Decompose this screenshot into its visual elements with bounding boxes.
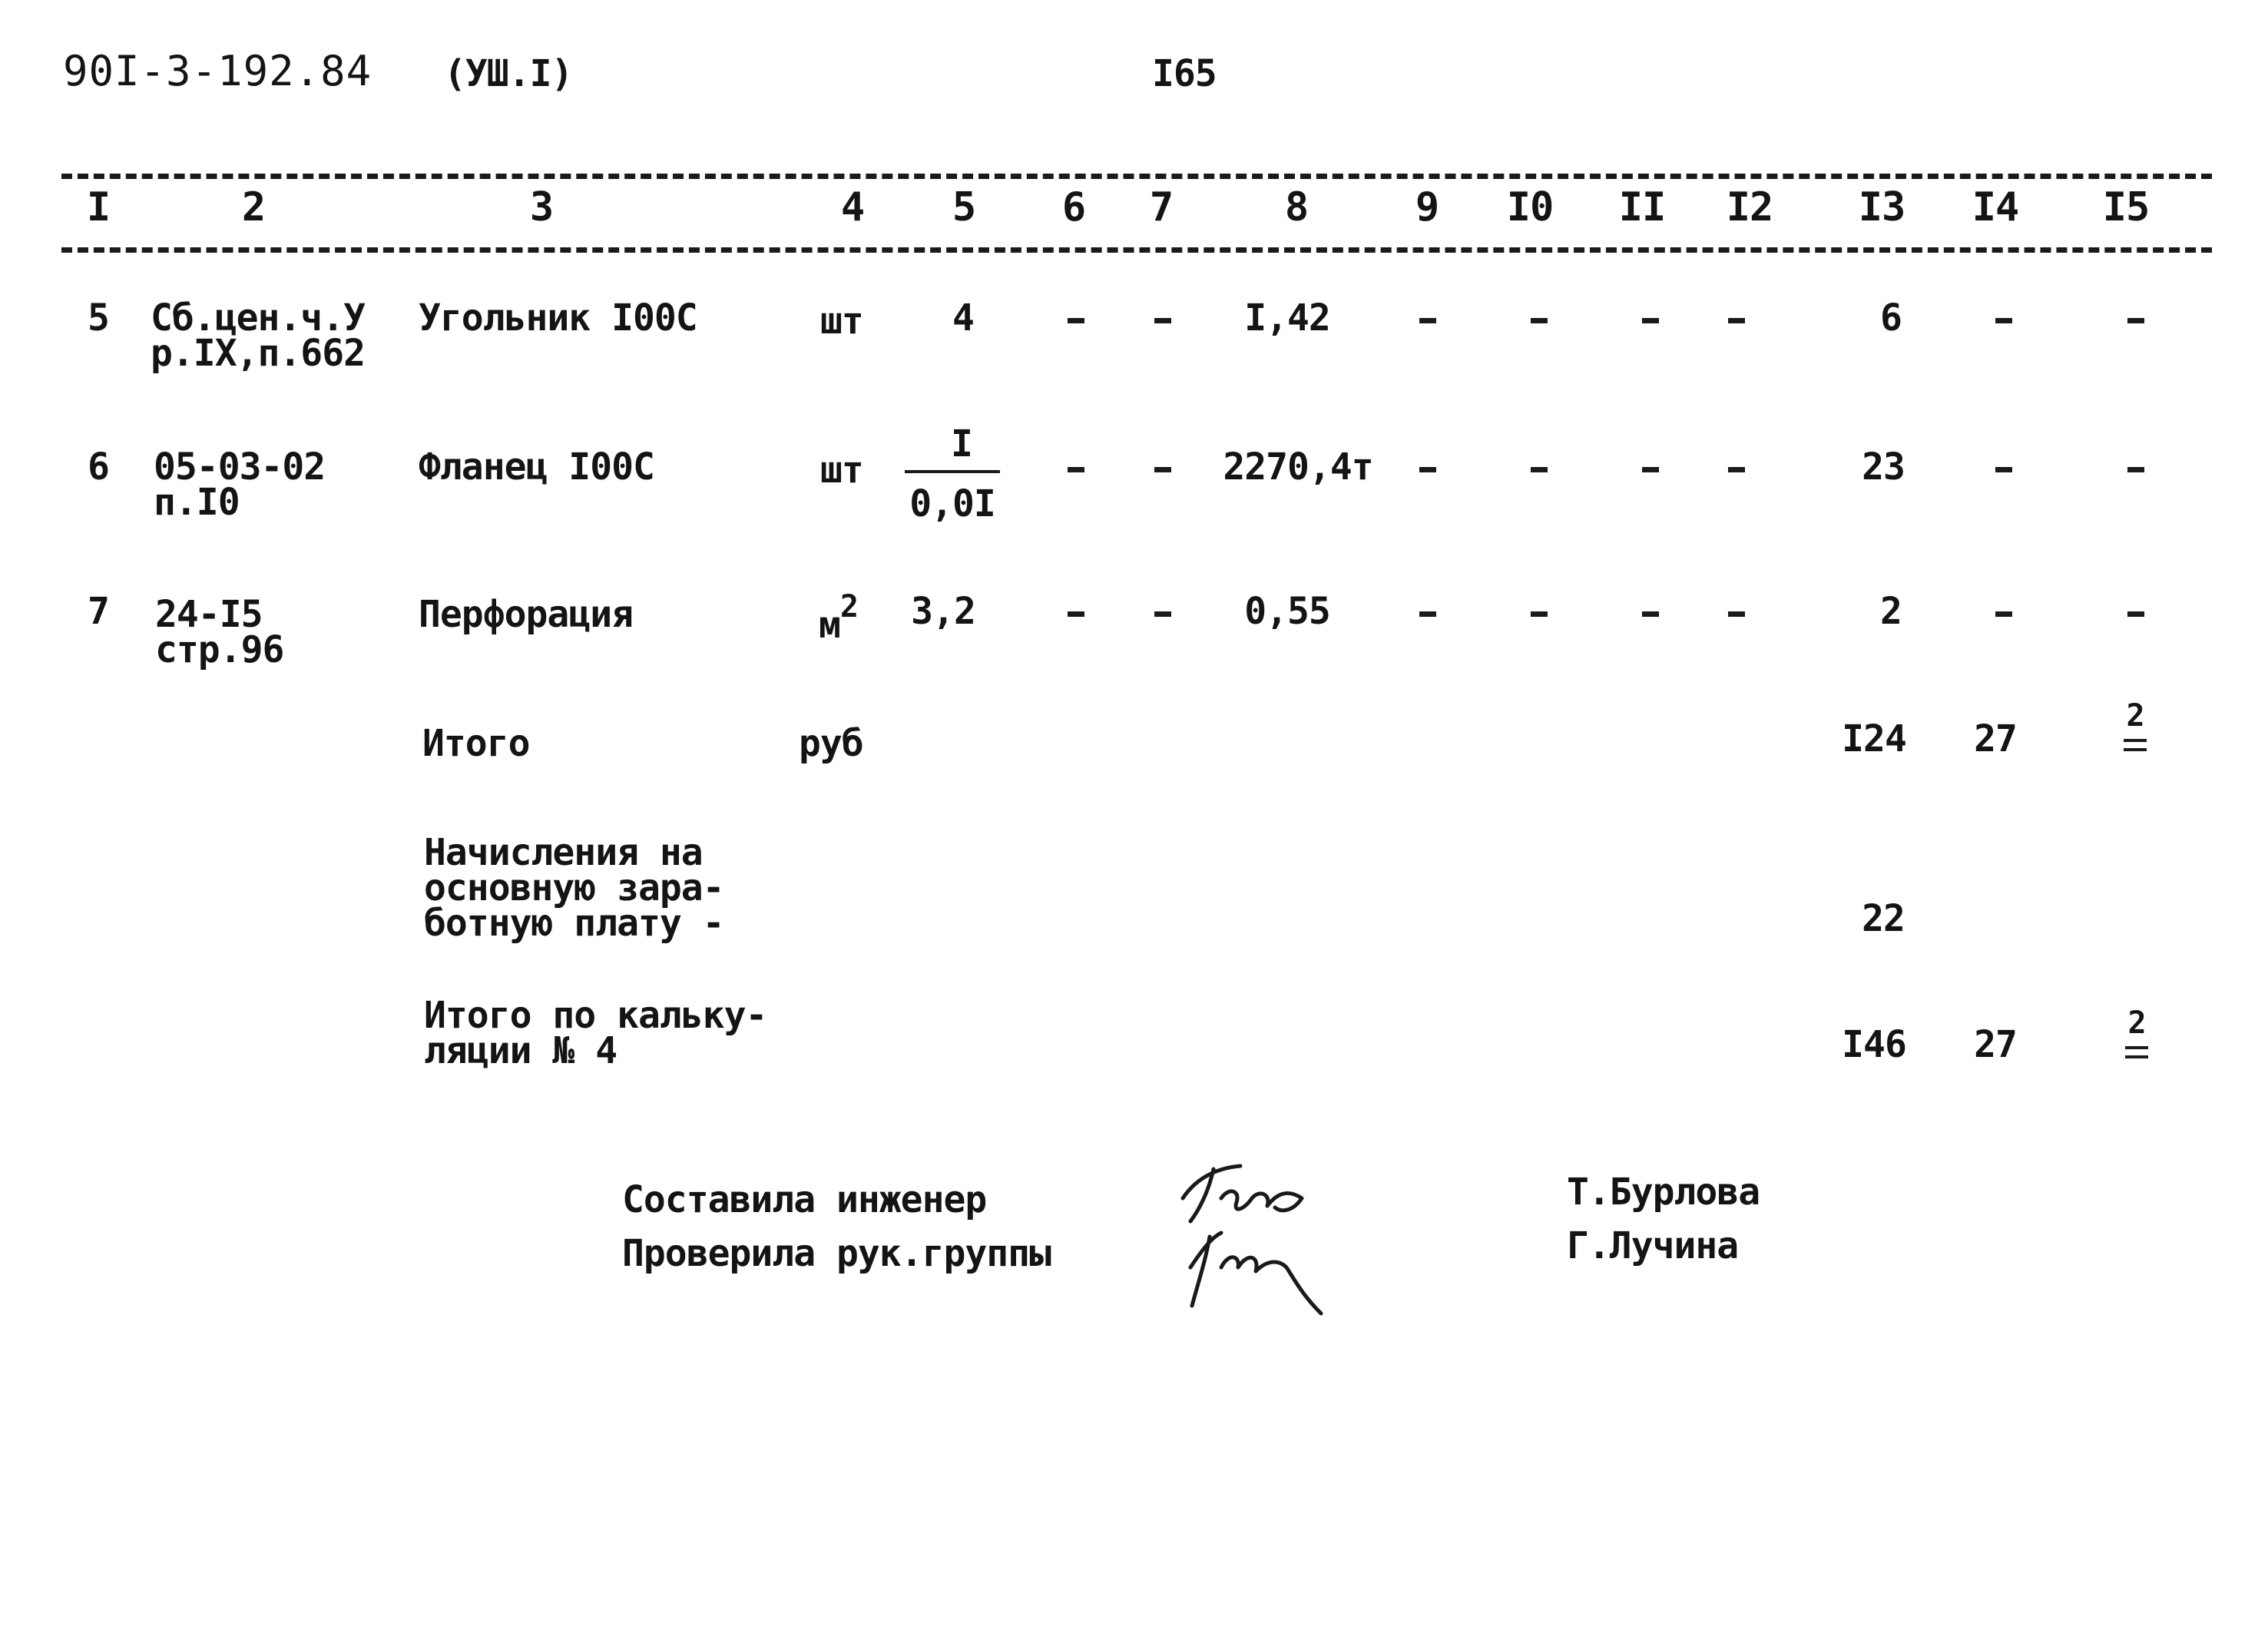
column-13-value: 23 <box>1862 446 1905 489</box>
empty-dash <box>1154 318 1171 323</box>
calculation-total-column-15: 2 <box>2127 1005 2146 1041</box>
empty-dash <box>1642 467 1659 472</box>
price-reference: п.I0 <box>154 481 240 524</box>
column-header: 4 <box>840 184 865 230</box>
empty-dash <box>1995 611 2012 617</box>
unit-exponent: 2 <box>839 589 858 624</box>
column-header: I <box>86 184 111 230</box>
column-header: II <box>1618 184 1666 230</box>
subtotal-label: Итого <box>422 722 530 765</box>
empty-dash <box>1068 467 1084 472</box>
column-header: 9 <box>1415 184 1439 230</box>
calculation-total-label: ляции № 4 <box>424 1029 617 1072</box>
unit <box>819 589 858 647</box>
unit-symbol: м <box>819 604 840 647</box>
header-bottom-rule <box>61 247 2212 253</box>
page-number: I65 <box>1152 52 1217 95</box>
double-underline <box>2125 1055 2148 1058</box>
empty-dash <box>1728 318 1745 323</box>
accruals-label: основную зара- <box>424 866 724 909</box>
composed-by-name: Т.Бурлова <box>1567 1171 1760 1214</box>
section-label: (УШ.I) <box>444 52 573 95</box>
calculation-total-label: Итого по кальку- <box>424 994 767 1037</box>
accruals-label: Начисления на <box>424 831 703 874</box>
item-name: Перфорация <box>419 593 633 636</box>
price-reference: 05-03-02 <box>154 446 326 489</box>
unit: шт <box>820 449 863 492</box>
accruals-label: ботную плату - <box>424 902 724 945</box>
column-header: 3 <box>529 184 554 230</box>
column-8-value: I,42 <box>1244 296 1330 340</box>
empty-dash <box>1531 318 1548 323</box>
price-reference: стр.96 <box>155 628 284 671</box>
empty-dash <box>1995 467 2012 472</box>
empty-dash <box>1531 467 1548 472</box>
column-13-value: 2 <box>1880 590 1902 633</box>
empty-dash <box>1154 467 1171 472</box>
quantity-numerator: I <box>951 422 972 465</box>
composed-by-label: Составила инженер <box>622 1178 987 1221</box>
empty-dash <box>1068 318 1084 323</box>
column-header: I5 <box>2102 184 2150 230</box>
empty-dash <box>1419 467 1436 472</box>
empty-dash <box>1728 467 1745 472</box>
row-number: 7 <box>88 590 109 633</box>
row-number: 6 <box>88 446 109 489</box>
empty-dash <box>1642 318 1659 323</box>
quantity-denominator: 0,0I <box>909 482 995 525</box>
empty-dash <box>1419 611 1436 617</box>
subtotal-column-15: 2 <box>2126 698 2144 734</box>
double-underline <box>2125 1046 2148 1049</box>
empty-dash <box>1419 318 1436 323</box>
subtotal-column-14: 27 <box>1974 717 2017 760</box>
empty-dash <box>2127 611 2144 617</box>
empty-dash <box>1154 611 1171 617</box>
column-header: 6 <box>1061 184 1086 230</box>
column-13-value: 6 <box>1880 296 1902 340</box>
fraction-bar <box>905 470 1000 473</box>
column-header: I4 <box>1972 184 2019 230</box>
document-code: 90I-3-192.84 <box>63 47 372 95</box>
header-top-rule <box>61 174 2212 179</box>
column-header: I2 <box>1726 184 1773 230</box>
unit: шт <box>820 300 863 343</box>
calculation-total-column-13: I46 <box>1842 1023 1906 1066</box>
double-underline <box>2124 739 2147 742</box>
empty-dash <box>2127 318 2144 323</box>
calculation-total-column-14: 27 <box>1974 1023 2017 1066</box>
empty-dash <box>2127 467 2144 472</box>
item-name: Угольник I00С <box>419 296 697 340</box>
price-reference: Сб.цен.ч.У <box>151 296 365 340</box>
quantity: 3,2 <box>911 590 975 633</box>
column-header: I3 <box>1858 184 1905 230</box>
subtotal-column-13: I24 <box>1842 717 1906 760</box>
double-underline <box>2124 748 2147 751</box>
empty-dash <box>1728 611 1745 617</box>
empty-dash <box>1068 611 1084 617</box>
price-reference: р.IX,п.662 <box>151 332 365 375</box>
quantity: 4 <box>952 296 974 340</box>
item-name: Фланец I00С <box>419 446 654 489</box>
column-header: 7 <box>1149 184 1174 230</box>
price-reference: 24-I5 <box>155 593 263 636</box>
checked-by-name: Г.Лучина <box>1567 1224 1739 1267</box>
accruals-column-13: 22 <box>1862 897 1905 940</box>
empty-dash <box>1995 318 2012 323</box>
column-header: 2 <box>241 184 266 230</box>
column-8-value: 2270,4т <box>1223 446 1373 489</box>
handwritten-signature <box>1167 1152 1344 1329</box>
checked-by-label: Проверила рук.группы <box>622 1232 1051 1275</box>
row-number: 5 <box>88 296 109 340</box>
empty-dash <box>1531 611 1548 617</box>
column-header: 5 <box>952 184 976 230</box>
column-8-value: 0,55 <box>1244 590 1330 633</box>
subtotal-unit: руб <box>799 722 863 765</box>
column-header: I0 <box>1506 184 1554 230</box>
empty-dash <box>1642 611 1659 617</box>
column-header: 8 <box>1284 184 1309 230</box>
